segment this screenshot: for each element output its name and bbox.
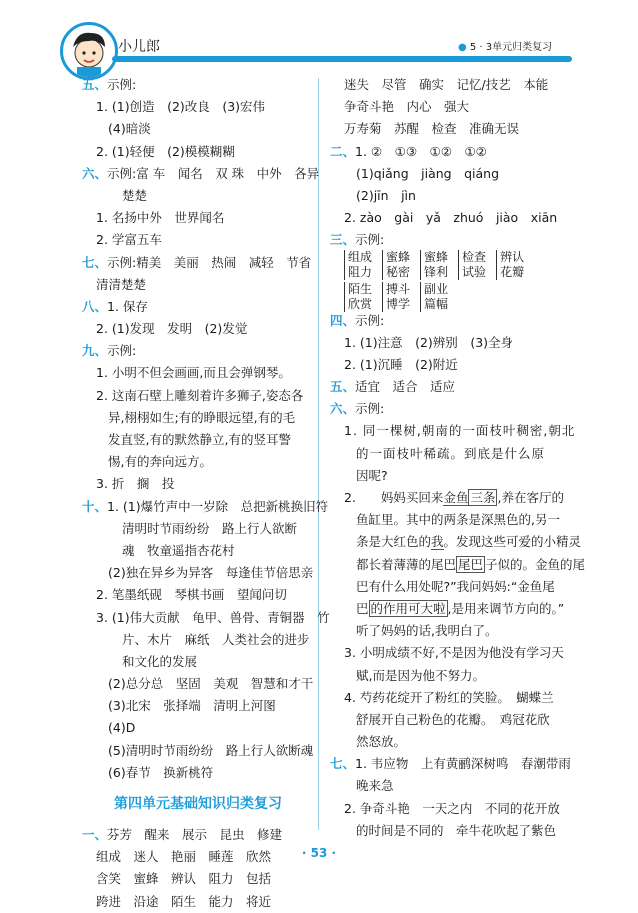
word-group [344,282,372,312]
answer-line [82,296,314,318]
word-group [344,250,372,280]
answer-line: 4. 芍药花绽开了粉红的笑脸。 蝴蝶兰 [344,689,554,705]
word-group [382,250,410,280]
word-group [496,250,524,280]
answer-line [330,229,565,251]
answer-text: 都长着薄薄的尾巴 [356,556,457,572]
answer-text: 条是大红色的 [356,534,432,550]
group-word: 阻力 [348,264,373,279]
answer-text: 1. 韦应物 上有黄鹂深树鸣 春潮带雨 [355,756,571,772]
answer-line [82,74,314,96]
answer-line: (1)qiǎng jiàng qiáng [356,165,500,181]
group-word: 秘密 [386,264,411,279]
answer-line: 跨进 沿途 陌生 能力 将近 [96,893,272,909]
answer-line: 巴有什么用处呢?”我问妈妈:“金鱼尾 [356,578,555,594]
item-number: 五、 [82,77,108,92]
answer-line [330,398,565,420]
item-number: 十、 [82,498,108,514]
answer-line: 1. 小明不但会画画,而且会弹钢琴。 [96,365,291,381]
underlined-text: 金鱼 [443,490,469,505]
answer-line: 惕,有的奔向远方。 [108,454,212,470]
answer-line: 楚楚 [122,187,148,203]
answer-text: 。金鱼的尾 [522,556,586,572]
answer-line [82,340,314,362]
answer-text: 示例: [107,77,137,92]
answer-text: ,养在客厅的 [497,490,564,505]
answer-line: (2)jīn jìn [356,187,416,203]
answer-line: (3)北宋 张择端 清明上河图 [108,698,276,714]
answer-line [330,554,586,576]
answer-text: 示例: [107,343,137,359]
answer-line: 因呢? [356,467,388,483]
word-group-row [330,249,565,279]
answer-line: 片、木片 麻纸 人类社会的进步 [122,631,310,647]
answer-line: 含笑 蜜蜂 辨认 阻力 包括 [96,871,272,887]
word-group [458,250,486,280]
answer-line: (5)清明时节雨纷纷 路上行人欲断魂 [108,742,314,758]
answer-text: 巴 [356,600,369,616]
answer-text: 。发现这些可爱的小精灵 [443,534,582,550]
group-word: 蜜蜂 [386,249,411,264]
answer-line: 1. 同一棵树,朝南的一面枝叶稠密,朝北 [344,423,576,439]
answer-line [330,487,565,509]
answer-line: 争奇斗艳 内心 强大 [344,99,470,115]
word-group [420,250,448,280]
answer-line [330,310,565,332]
answer-line: 2. (1)轻便 (2)模模糊糊 [96,143,235,159]
group-word: 欣赏 [348,296,373,311]
group-word: 搏斗 [386,281,411,296]
answer-text: 示例:精美 美丽 热闹 减轻 节省 [107,254,312,270]
item-number: 八、 [82,298,108,314]
answer-line: 鱼缸里。其中的两条是深黑色的,另一 [356,512,560,528]
group-word: 检查 [462,249,487,264]
answer-line: 1. (1)创造 (2)改良 (3)宏伟 [96,99,266,115]
answer-line: 和文化的发展 [122,653,198,669]
header-bar [112,56,572,62]
answer-line: 2. 争奇斗艳 一天之内 不同的花开放 [344,800,560,816]
answer-line [330,531,582,553]
answer-line [82,252,314,274]
answer-text: 适宜 适合 适应 [355,379,456,395]
answer-text: 2. 妈妈买回来 [344,490,444,505]
answer-text: 子似的 [485,556,523,572]
word-group-row [330,281,565,311]
answer-line: (4)暗淡 [108,121,151,137]
answer-line: 1. (1)注意 (2)辨别 (3)全身 [344,334,514,350]
answer-line: 3. (1)伟大贡献 龟甲、兽骨、青铜器 竹 [96,609,330,625]
boxed-text: 的作用可大啦 [370,600,446,616]
answer-line: 的时间是不同的 牵牛花吹起了紫色 [356,822,557,838]
answer-text: 1. (1)爆竹声中一岁除 总把新桃换旧符 [107,498,329,514]
answer-line: 1. 名扬中外 世界闻名 [96,210,225,226]
answer-text: 示例:富 车 闻名 双 珠 中外 各异 [107,165,320,181]
answer-text: ,是用来调节方向的。” [447,600,565,616]
answer-line: 赋,而是因为他不努力。 [356,667,485,683]
item-number: 一、 [82,827,108,842]
group-word: 陌生 [348,281,373,296]
answer-line: 组成 迷人 艳丽 睡莲 欣然 [96,849,272,865]
answer-line: 2. 这南石壁上雕刻着许多狮子,姿态各 [96,387,304,403]
answer-line: 听了妈妈的话,我明白了。 [356,623,498,639]
answer-line: (4)D [108,720,136,736]
group-word: 辨认 [500,249,525,264]
group-word: 锋利 [424,264,449,279]
right-column [330,74,586,842]
item-number: 九、 [82,343,108,359]
section-label-text: 5 · 3单元归类复习 [469,42,553,53]
answer-line: (6)春节 换新桃符 [108,764,214,780]
answer-line [82,824,314,846]
answer-line: 万寿菊 苏醒 检查 准确无误 [344,121,520,137]
answer-line [82,496,329,518]
item-number: 七、 [330,756,356,772]
answer-text: 示例: [355,312,385,328]
item-number: 四、 [330,312,356,328]
boxed-text: 尾巴 [458,556,484,572]
group-word: 组成 [348,249,373,264]
answer-text: 1. ② ①③ ①② ①② [355,143,487,159]
item-number: 七、 [82,254,108,270]
answer-line [330,753,571,775]
group-word: 试验 [462,264,487,279]
answer-line: 2. zào gài yǎ zhuó jiào xiān [344,210,558,226]
header-section-label [458,38,552,53]
answer-line: 发直竖,有的默然静立,有的竖耳警 [108,432,291,447]
answer-line: 3. 小明成绩不好,不是因为他没有学习天 [344,645,564,661]
answer-line: 晚来急 [356,778,394,794]
answer-line: 清明时节雨纷纷 路上行人欲断 [122,520,298,536]
insertion-mark: 我 [431,534,444,550]
section-title: 第四单元基础知识归类复习 [114,796,282,812]
item-number: 五、 [330,379,356,395]
answer-line: 2. (1)发现 发明 (2)发觉 [96,321,248,337]
answer-line: 2. 学富五车 [96,232,162,248]
answer-line: 然怒放。 [356,734,407,750]
answer-line: 的一面枝叶稀疏。到底是什么原 [356,445,546,461]
answer-line: (2)独在异乡为异客 每逢佳节倍思亲 [108,565,314,581]
group-word: 篇幅 [424,296,449,311]
item-number: 三、 [330,232,356,248]
answer-text: 示例: [355,232,385,248]
item-number: 六、 [330,401,356,417]
word-group [420,282,448,312]
answer-line: 2. (1)沉睡 (2)附近 [344,356,458,372]
answer-line: 迷失 尽管 确实 记忆/技艺 本能 [344,77,549,92]
brand-name: 小儿郎 [118,39,160,55]
answer-line: 2. 笔墨纸砚 琴棋书画 望闻问切 [96,587,287,603]
answer-line: 清清楚楚 [96,276,147,292]
answer-line [330,376,565,398]
group-word: 蜜蜂 [424,249,449,264]
answer-line: 魂 牧童遥指杏花村 [122,542,235,558]
boxed-text: 三条 [470,490,496,505]
answer-line: 异,栩栩如生;有的睁眼远望,有的毛 [108,409,296,425]
word-group [382,282,410,312]
answer-text: 芬芳 醒来 展示 昆虫 修建 [107,827,283,842]
answer-line: (2)总分总 坚固 美观 智慧和才干 [108,676,314,692]
page-header [0,0,638,70]
column-divider [318,78,319,830]
group-word: 博学 [386,296,411,311]
bullet-icon: ● [458,42,470,53]
answer-line [330,598,565,620]
group-word: 花瓣 [500,264,525,279]
mascot-logo-icon [60,22,118,80]
answer-text: 示例: [355,401,385,417]
answer-line [82,163,320,185]
answer-line: 舒展开自己粉色的花瓣。 鸡冠花欣 [356,711,550,727]
answer-line: 3. 折 搁 投 [96,476,175,492]
item-number: 二、 [330,143,356,159]
page-number: · 53 · [301,846,337,860]
group-word: 副业 [424,281,449,296]
answer-text: 1. 保存 [107,298,148,314]
item-number: 六、 [82,165,108,181]
answer-line [330,141,565,163]
